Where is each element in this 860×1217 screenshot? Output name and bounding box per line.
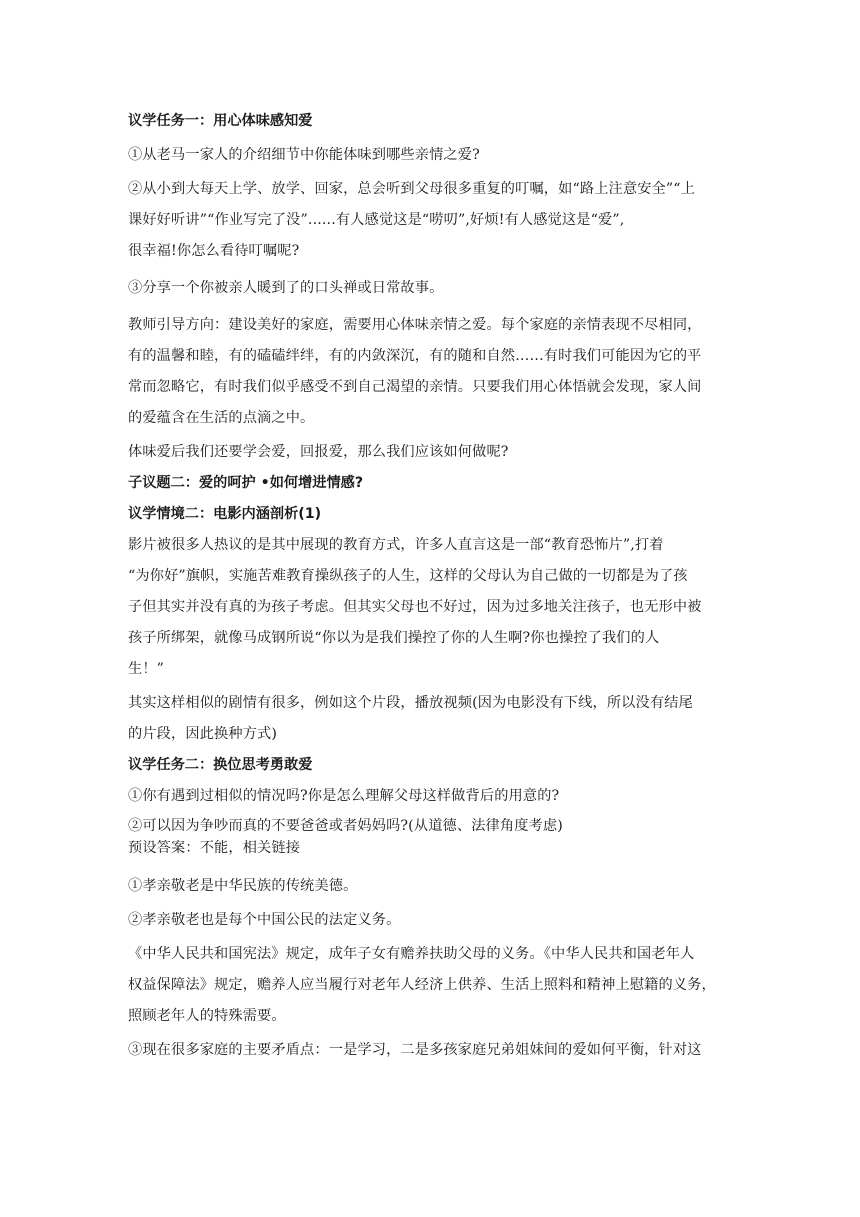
paragraph-line: 有的温馨和睦，有的磕磕绊绊，有的内敛深沉，有的随和自然……有时我们可能因为它的平 — [128, 348, 702, 364]
paragraph-line: 《中华人民共和国宪法》规定，成年子女有赡养扶助父母的义务。《中华人民共和国老年人 — [128, 946, 695, 962]
scenario-2-heading: 议学情境二：电影内涵剖析(1) — [128, 506, 322, 522]
paragraph-line: 很幸福!你怎么看待叮嘱呢? — [128, 243, 300, 259]
paragraph-line: “为你好”旗帜，实施苦难教育操纵孩子的人生，这样的父母认为自己做的一切都是为了孩 — [128, 568, 688, 584]
document-page — [128, 106, 732, 1066]
task1-heading: 议学任务一：用心体味感知爱 — [128, 113, 313, 129]
task2-heading: 议学任务二：换位思考勇敢爱 — [128, 757, 313, 773]
paragraph-line: 课好好听讲”“作业写完了没”......有人感觉这是“唠叨”,好烦!有人感觉这是“爱”, — [128, 212, 625, 228]
law-excerpt — [128, 939, 732, 1032]
teacher-guidance — [128, 310, 732, 434]
subtopic-2-heading: 子议题二：爱的呵护 •如何增进情感? — [128, 475, 364, 491]
film-analysis — [128, 530, 732, 685]
paragraph-line: 的爱蕴含在生活的点滴之中。 — [128, 410, 315, 426]
paragraph-line: 生！” — [128, 661, 165, 677]
transition-text: 体味爱后我们还要学会爱，回报爱，那么我们应该如何做呢? — [128, 444, 509, 460]
task2-question-1: ①你有遇到过相似的情况吗?你是怎么理解父母这样做背后的用意的? — [128, 788, 560, 804]
paragraph-line: ②从小到大每天上学、放学、回家，总会听到父母很多重复的叮嘱，如“路上注意安全”“上 — [128, 181, 696, 197]
task1-question-3: ③分享一个你被亲人暖到了的口头禅或日常故事。 — [128, 280, 444, 296]
link-item-2: ②孝亲敬老也是每个中国公民的法定义务。 — [128, 912, 401, 928]
paragraph-line: 教师引导方向：建设美好的家庭，需要用心体味亲情之爱。每个家庭的亲情表现不尽相同， — [128, 317, 702, 333]
paragraph-line: 子但其实并没有真的为孩子考虑。但其实父母也不好过，因为过多地关注孩子，也无形中被 — [128, 599, 702, 615]
task1-question-1: ①从老马一家人的介绍细节中你能体味到哪些亲情之爱? — [128, 147, 480, 163]
paragraph-line: 影片被很多人热议的是其中展现的教育方式，许多人直言这是一部“教育恐怖片”,打着 — [128, 537, 664, 553]
preset-answer: 预设答案：不能，相关链接 — [128, 840, 301, 856]
link-item-1: ①孝亲敬老是中华民族的传统美德。 — [128, 878, 358, 894]
clip-note — [128, 688, 732, 750]
paragraph-line: 常而忽略它，有时我们似乎感受不到自己渴望的亲情。只要我们用心体悟就会发现，家人间 — [128, 379, 702, 395]
paragraph-line: 孩子所绑架，就像马成钢所说“你以为是我们操控了你的人生啊?你也操控了我们的人 — [128, 630, 660, 646]
task1-question-2 — [128, 174, 732, 267]
paragraph-line: 照顾老年人的特殊需要。 — [128, 1008, 286, 1024]
paragraph-line: 权益保障法》规定，赡养人应当履行对老年人经济上供养、生活上照料和精神上慰籍的义务， — [128, 977, 716, 993]
paragraph-line: 的片段，因此换种方式) — [128, 726, 278, 742]
task2-question-2: ②可以因为争吵而真的不要爸爸或者妈妈吗?(从道德、法律角度考虑) — [128, 818, 563, 834]
paragraph-line: 其实这样相似的剧情有很多，例如这个片段，播放视频(因为电影没有下线，所以没有结尾 — [128, 695, 693, 711]
conflict-paragraph: ③现在很多家庭的主要矛盾点：一是学习，二是多孩家庭兄弟姐妹间的爱如何平衡，针对这 — [128, 1042, 702, 1058]
